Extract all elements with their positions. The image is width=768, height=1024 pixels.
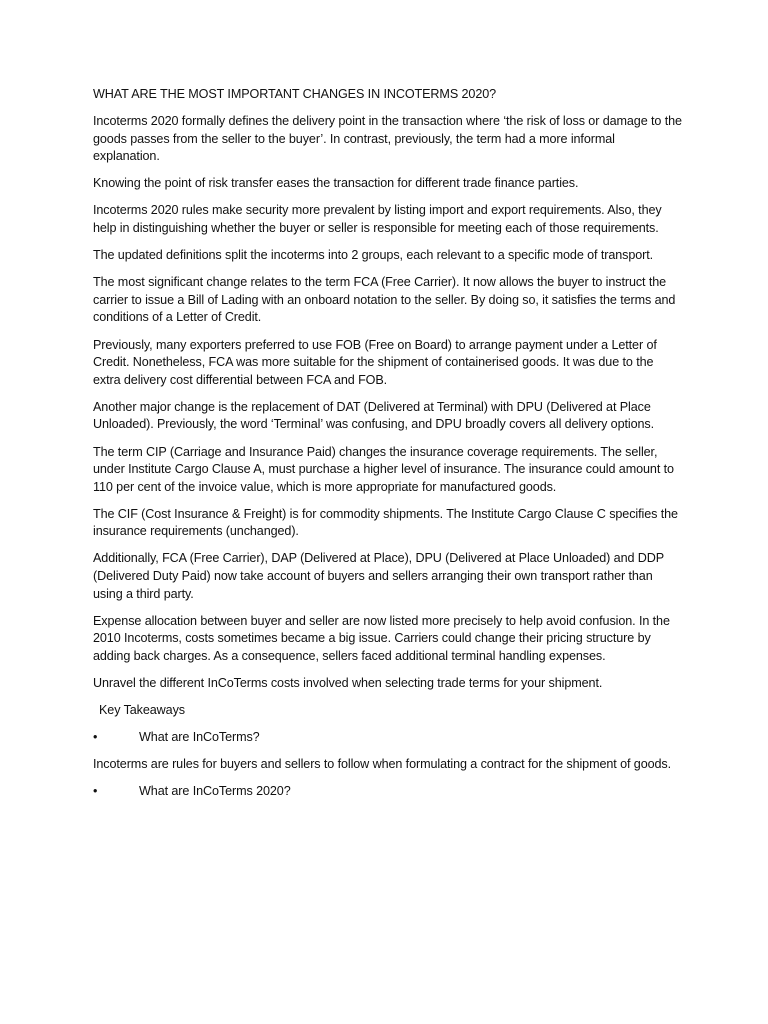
answer-what-are-incoterms: Incoterms are rules for buyers and sellers to follow when formulating a contract for the shipment of goods. bbox=[93, 757, 671, 772]
bullet-text: What are InCoTerms? bbox=[139, 730, 260, 745]
paragraph-risk-definition: Incoterms 2020 formally defines the delivery point in the transaction where ‘the risk of loss or damage to the goods passes from the seller to the buyer’. In contrast, previously, the term had a more informal explanation. bbox=[93, 114, 682, 164]
document-page bbox=[93, 86, 683, 811]
bullet-marker: • bbox=[93, 784, 98, 799]
key-takeaways-label: Key Takeaways bbox=[99, 703, 185, 718]
bullet-marker: • bbox=[93, 730, 98, 745]
paragraph-unravel-costs: Unravel the different InCoTerms costs involved when selecting trade terms for your shipment. bbox=[93, 676, 603, 691]
paragraph-expense-allocation: Expense allocation between buyer and seller are now listed more precisely to help avoid confusion. In the 2010 Incoterms, costs sometimes became a big issue. Carriers could change their pricing structure by adding back charges. As a consequence, sellers faced additional terminal handling expenses. bbox=[93, 613, 670, 663]
bullet-text: What are InCoTerms 2020? bbox=[139, 784, 291, 799]
paragraph-security: Incoterms 2020 rules make security more prevalent by listing import and export requirements. Also, they help in distinguishing whether the buyer or seller is responsible for meeting each of those requirements. bbox=[93, 203, 662, 236]
paragraph-dat-dpu: Another major change is the replacement of DAT (Delivered at Terminal) with DPU (Delivered at Place Unloaded). Previously, the word ‘Terminal’ was confusing, and DPU broadly covers all delivery options. bbox=[93, 399, 654, 432]
paragraph-two-groups: The updated definitions split the incoterms into 2 groups, each relevant to a specific mode of transport. bbox=[93, 248, 654, 263]
bullet-item-incoterms-2020 bbox=[93, 783, 683, 801]
paragraph-own-transport: Additionally, FCA (Free Carrier), DAP (Delivered at Place), DPU (Delivered at Place Unloaded) and DDP (Delivered Duty Paid) now take account of buyers and sellers arranging their own transport rather than using a third party. bbox=[93, 551, 664, 601]
paragraph-fca-change: The most significant change relates to the term FCA (Free Carrier). It now allows the buyer to instruct the carrier to issue a Bill of Lading with an onboard notation to the seller. By doing so, it satisfies the terms and conditions of a Letter of Credit. bbox=[93, 275, 676, 325]
paragraph-cif: The CIF (Cost Insurance & Freight) is for commodity shipments. The Institute Cargo Clause C specifies the insurance requirements (unchanged). bbox=[93, 506, 678, 539]
paragraph-fob: Previously, many exporters preferred to use FOB (Free on Board) to arrange payment under a Letter of Credit. Nonetheless, FCA was more suitable for the shipment of containerised goods. It was due to the extra delivery cost differential between FCA and FOB. bbox=[93, 337, 657, 387]
document-heading: WHAT ARE THE MOST IMPORTANT CHANGES IN INCOTERMS 2020? bbox=[93, 87, 497, 101]
paragraph-risk-transfer: Knowing the point of risk transfer eases the transaction for different trade finance parties. bbox=[93, 176, 579, 191]
paragraph-cip: The term CIP (Carriage and Insurance Paid) changes the insurance coverage requirements. The seller, under Institute Cargo Clause A, must purchase a higher level of insurance. The insurance could amount to 110 per cent of the invoice value, which is more appropriate for manufactured goods. bbox=[93, 444, 674, 494]
bullet-item-what-are-incoterms bbox=[93, 729, 683, 747]
